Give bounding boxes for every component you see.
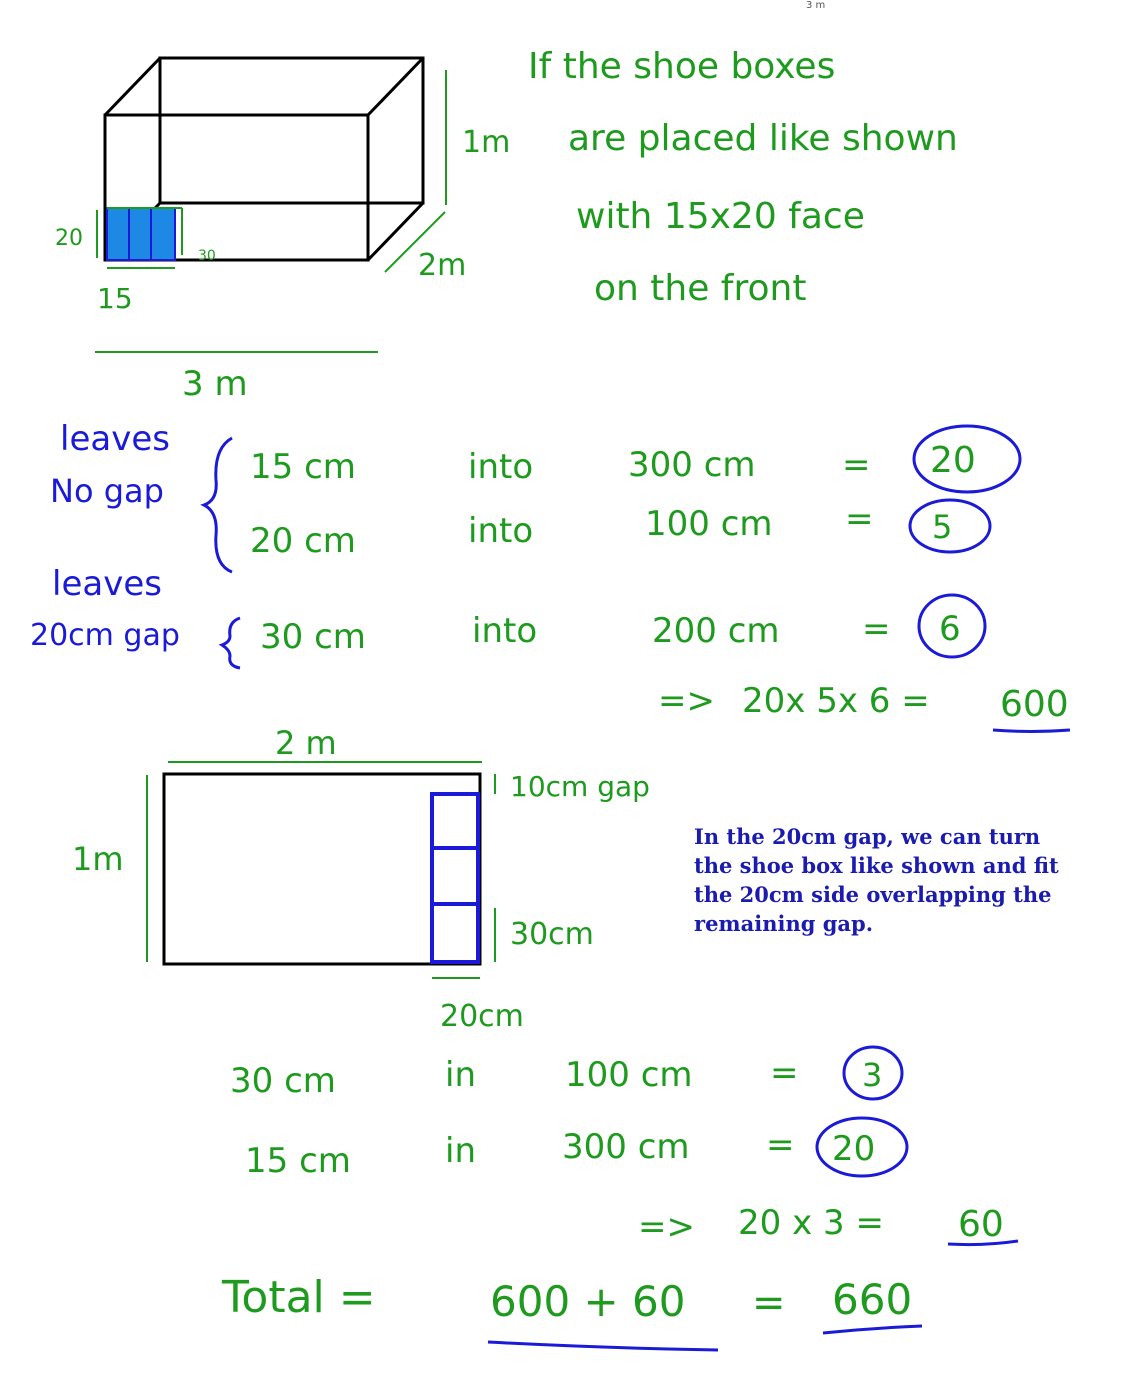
explanation-note [694,822,1059,938]
calc-into: in [445,1131,476,1171]
calc1-row [260,595,985,657]
shoe-box-height-label: 20 [55,226,83,251]
calc-result: 20 [832,1129,876,1169]
calc-result: 5 [932,508,953,546]
corner-label: 3 m [806,0,826,11]
calc-result: 20 [930,440,976,481]
bottom-label: 20cm [440,999,524,1034]
calc-eq: = [845,499,874,539]
gap-width-label: 2 m [275,724,337,762]
description-line: on the front [594,268,807,309]
description-line: are placed like shown [568,118,958,159]
calc-result: 6 [939,609,961,649]
box-edge [105,58,160,115]
product2 [638,1203,1018,1247]
annotation-gap [30,564,240,668]
calc-eq: = [770,1053,799,1093]
underline [488,1342,718,1350]
box-edge [368,203,423,260]
product-result: 600 [1000,684,1069,725]
total-expr: 600 + 60 [490,1277,686,1326]
turned-shoe-box [432,794,478,848]
underline [993,730,1070,732]
calc2-row [230,1047,902,1101]
total-result: 660 [832,1275,913,1324]
note-line: In the 20cm gap, we can turn [694,824,1041,849]
shoe-box-depth-label: 30 [198,248,216,264]
box-width-label: 3 m [182,364,248,404]
note-line: remaining gap. [694,911,874,936]
product-prefix: => [658,681,715,721]
box-edge [368,58,423,115]
shoe-box [151,208,175,260]
product-expr: 20x 5x 6 = [742,681,930,721]
calc-total: 100 cm [565,1055,693,1095]
calc-item: 20 cm [250,521,356,561]
shoe-box [129,208,151,260]
total-eq: = [752,1280,786,1326]
brace [204,438,232,572]
note-line: the shoe box like shown and fit [694,853,1059,878]
annotation-no-gap [50,419,232,572]
turned-shoe-box [432,848,478,904]
calc1-row [250,426,1020,492]
calc-eq: = [862,609,891,649]
product-prefix: => [638,1207,695,1247]
gap-height-label: 1m [72,840,124,878]
box-depth-label: 2m [418,248,467,283]
calc-into: into [468,511,534,551]
calc-total: 300 cm [562,1127,690,1167]
description-line: If the shoe boxes [528,46,836,87]
turned-shoe-box [432,904,478,962]
calc-into: in [445,1055,476,1095]
underline [823,1326,922,1333]
annotation-text: No gap [50,472,164,510]
box-height-label: 1m [462,125,511,160]
calc-item: 15 cm [250,447,356,487]
brace [222,618,240,668]
calc-eq: = [842,445,871,485]
description [528,46,958,309]
annotation-text: leaves [52,564,162,604]
calc-item: 30 cm [260,617,366,657]
product-result: 60 [958,1204,1004,1245]
gap-label: 10cm gap [510,770,650,803]
shoe-boxes [107,208,182,260]
shoe-box-width-label: 15 [97,282,133,315]
calc-total: 300 cm [628,445,756,485]
product1 [658,681,1070,732]
shoe-box [107,208,129,260]
note-line: the 20cm side overlapping the [694,882,1052,907]
stack-label: 30cm [510,917,594,952]
calc-item: 30 cm [230,1061,336,1101]
calc2-row [245,1118,907,1181]
description-line: with 15x20 face [576,196,865,237]
calc-into: into [472,611,538,651]
annotation-text: leaves [60,419,170,459]
product-expr: 20 x 3 = [738,1203,884,1243]
gap-diagram [72,724,650,1034]
calc-total: 200 cm [652,611,780,651]
calc1-row [250,499,990,561]
calc-eq: = [766,1125,795,1165]
calc-item: 15 cm [245,1141,351,1181]
annotation-text: 20cm gap [30,618,180,653]
box-back-face [160,58,423,203]
calc-total: 100 cm [645,504,773,544]
total [221,1272,922,1350]
calc-into: into [468,447,534,487]
total-label: Total = [222,1272,376,1323]
calc-result: 3 [862,1056,883,1094]
